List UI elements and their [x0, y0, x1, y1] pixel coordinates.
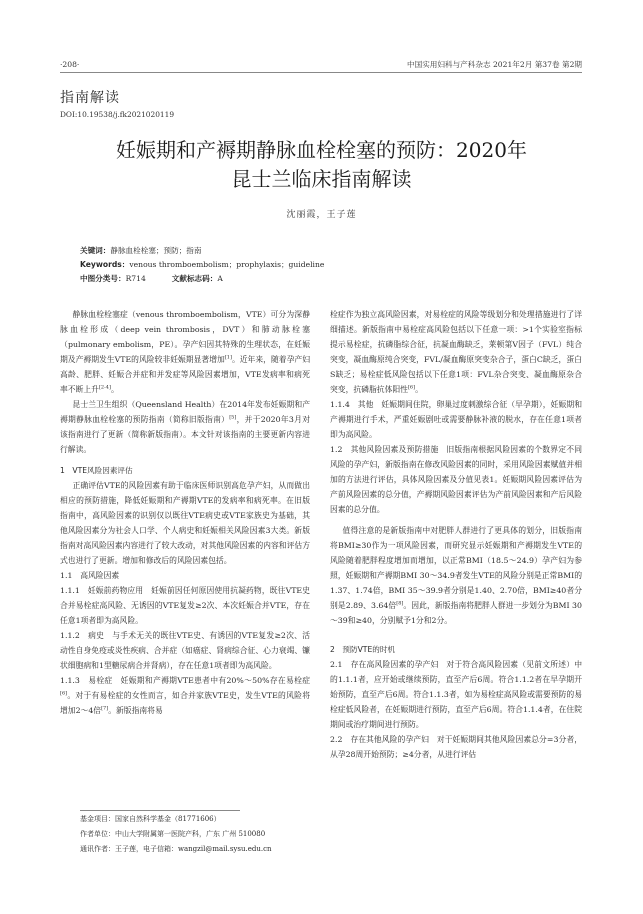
clc-label: 中图分类号：: [80, 274, 126, 283]
footnote-affiliation: 作者单位：中山大学附属第一医院产科，广东 广州 510080: [80, 830, 266, 838]
clc-code: R714: [125, 274, 146, 283]
doi: DOI:10.19538/j.fk2021020119: [60, 110, 175, 119]
subsection-heading-1-1: 1.1 高风险因素: [60, 571, 120, 580]
journal-info: 中国实用妇科与产科杂志 2021年2月 第37卷 第2期: [407, 60, 582, 69]
citation: [2-4]: [98, 384, 111, 391]
article-meta: [80, 244, 580, 286]
keywords-en-label: Keywords：: [80, 260, 130, 269]
keywords-en-text: venous thromboembolism；prophylaxis；guideline: [129, 260, 325, 269]
footnote-rule: [80, 810, 240, 811]
keywords-cn-label: 关键词：: [80, 246, 111, 255]
header-rule: [60, 72, 582, 73]
section-heading-2: 2 预防VTE的时机: [330, 645, 396, 654]
article-title: [0, 136, 643, 194]
left-column: [60, 307, 310, 718]
paragraph-1-1-2: 1.1.2 病史 与手术无关的既往VTE史、有诱因的VTE复发≥2次、活动性自身免疫或炎性疾病、合并症（如癌症、肾病综合征、心力衰竭、镰状细胞病和1型糖尿病合并肾病），存在任意1项者即为高风险。: [60, 631, 310, 670]
footnote-fund: 基金项目：国家自然科学基金（81771606）: [80, 815, 221, 823]
paragraph-2-1: 2.1 存在高风险因素的孕产妇 对于符合高风险因素（见前文所述）中的1.1.1者，应开始或继续预防，直至产后6周。符合1.1.2者在早孕期开始预防，直至产后6周。符合1.1.3者，如为易栓症高风险或需要预防的易栓症低风险者，在妊娠期进行预防，直至产后6周。符合1.1.4者，在住院期间或治疗期间进行预防。: [330, 660, 582, 729]
classification: [80, 272, 580, 286]
paragraph: 栓症作为独立高风险因素，对易栓症的风险等级划分和处理措施进行了详细描述。新版指南中易栓症高风险包括以下任意一项：>1个实验室指标提示易栓症，抗磷脂综合征，抗凝血酶缺乏，莱顿第V因子（FVL）纯合突变，凝血酶原纯合突变，FVL/凝血酶原突变杂合子，蛋白C缺乏，蛋白S缺乏；易栓症低风险包括以下任意1项：FVL杂合突变、凝血酶原杂合突变，抗磷脂抗体阳性[6]。: [330, 310, 582, 394]
right-column: [330, 307, 582, 762]
keywords-cn-text: 静脉血栓栓塞；预防；指南: [110, 246, 202, 255]
section-heading-1: 1 VTE风险因素评估: [60, 466, 133, 475]
paragraph: 昆士兰卫生组织（Queensland Health）在2014年发布妊娠期和产褥期静脉血栓栓塞的预防指南（简称旧版指南）[5]，并于2020年3月对该指南进行了更新（简称新版指南）。本文针对该指南的主要更新内容进行解读。: [60, 400, 311, 454]
citation: [6]: [60, 690, 68, 697]
citation: [1]: [224, 354, 232, 361]
paragraph-1-2: 1.2 其他风险因素及预防措施 旧版指南根据风险因素的个数界定不同风险的孕产妇，新版指南在修改风险因素的同时，采用风险因素赋值并相加的方法进行评估，具体风险因素及分值见表1。妊娠期风险因素评估为产前风险因素的总分值，产褥期风险因素评估为产前风险因素和产后风险因素的总分值。: [330, 445, 582, 514]
footnote-correspondence: 通讯作者：王子莲，电子信箱：wangzil@mail.sysu.edu.cn: [80, 845, 272, 853]
citation: [6]: [407, 384, 416, 391]
keywords-en: [80, 258, 580, 272]
doc-code-label: 文献标志码：: [171, 274, 218, 283]
keywords-cn: [80, 244, 580, 258]
doc-code: A: [217, 274, 223, 283]
page-number: ·208·: [60, 60, 80, 69]
title-line-2: 昆士兰临床指南解读: [231, 167, 412, 191]
paragraph: 正确评估VTE的风险因素有助于临床医师识别高危孕产妇，从而做出相应的预防措施，降低妊娠期和产褥期VTE的发病率和病死率。在旧版指南中，高风险因素的识别仅以既往VTE病史或VTE家族史为基础，其他风险因素分为社会人口学、个人病史和妊娠相关风险因素3大类。新版指南对高风险因素内容进行了较大改动，对其他风险因素的内容和评估方式也进行了更新。增加和修改后的风险因素包括。: [60, 481, 310, 565]
paragraph-2-2: 2.2 存在其他风险的孕产妇 对于妊娠期间其他风险因素总分=3分者，从孕28周开始预防；≥4分者，从进行评估: [330, 735, 582, 759]
paragraph-1-1-1: 1.1.1 妊娠前药物应用 妊娠前因任何原因使用抗凝药物，既往VTE史合并易栓症高风险、无诱因的VTE复发≥2次、本次妊娠合并VTE，存在任意1项者即为高风险。: [60, 586, 310, 625]
authors: 沈丽霞，王子莲: [286, 210, 357, 220]
paragraph: 值得注意的是新版指南中对肥胖人群进行了更具体的划分，旧版指南将BMI≥30作为一项风险因素，而研究显示妊娠期和产褥期发生VTE的风险随着肥胖程度增加而增加，以正常BMI（18.5～24.9）孕产妇为参照，妊娠期和产褥期BMI 30～34.9者发生VTE的风险分别是正常BMI的1.37、1.74倍，BMI 35～39.9者分别是1.40、2.70倍，BMI≥40者分别是2.89、3.64倍[8]。因此，新版指南将肥胖人群进一步划分为BMI 30～39和≥40，分别赋予1分和2分。: [330, 526, 582, 625]
paragraph-1-1-3: 1.1.3 易栓症 妊娠期和产褥期VTE患者中有20%～50%存在易栓症[6]。对于有易栓症的女性而言，如合并家族VTE史，发生VTE的风险将增加2～4倍[7]。新版指南将易: [60, 676, 310, 715]
paragraph-1-1-4: 1.1.4 其他 妊娠期间住院，卵巢过度刺激综合征（早孕期），妊娠期和产褥期进行手术，严重妊娠剧吐或需要静脉补液的脱水，存在任意1项者即为高风险。: [330, 400, 582, 439]
paragraph: 静脉血栓栓塞症（venous thromboembolism，VTE）可分为深静脉血栓形成（deep vein thrombosis，DVT）和肺动脉栓塞（pulmonary embolism，PE）。孕产妇因其特殊的生理状态，在妊娠期及产褥期发生VTE的风险较非妊娠期显著增加[1]。近年来，随着孕产妇高龄、肥胖、妊娠合并症和并发症等风险因素增加，VTE发病率和病死率不断上升[2-4]。: [60, 310, 310, 394]
title-line-1: 妊娠期和产褥期静脉血栓栓塞的预防：2020年: [116, 138, 527, 162]
citation: [7]: [101, 705, 109, 712]
column-label: 指南解读: [60, 90, 120, 106]
citation: [8]: [396, 600, 404, 607]
citation: [5]: [229, 414, 237, 421]
